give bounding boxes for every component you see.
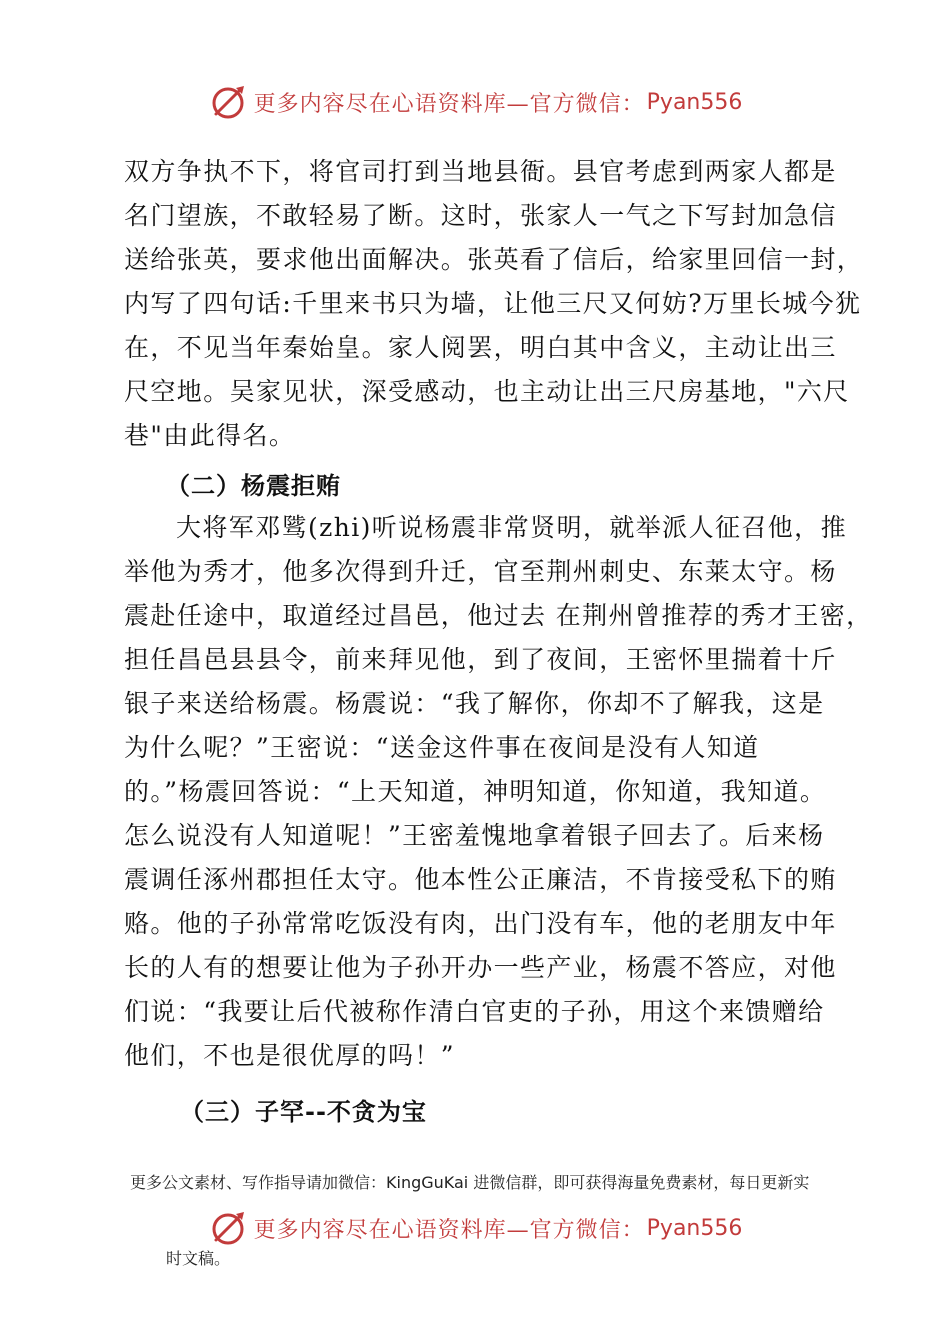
text-line: 双方争执不下，将官司打到当地县衙。县官考虑到两家人都是 (124, 157, 837, 186)
paragraph-yang-zhen (124, 506, 873, 1078)
footer-banner (0, 1206, 950, 1250)
text-line: 在，不见当年秦始皇。家人阅罢，明白其中含义，主动让出三 (124, 333, 837, 362)
banner-wechat-id: Pyan556 (646, 1215, 743, 1241)
text-line: 们说：“我要让后代被称作清白官吏的子孙，用这个来馈赠给 (124, 997, 825, 1026)
text-line: 的。”杨震回答说：“上天知道，神明知道，你知道，我知道。 (124, 777, 827, 806)
text-line: 担任昌邑县县令，前来拜见他，到了夜间，王密怀里揣着十斤 (124, 645, 837, 674)
header-banner (0, 80, 950, 124)
pen-logo-icon (208, 82, 248, 122)
text-line: 举他为秀才，他多次得到升迁，官至荆州刺史、东莱太守。杨 (124, 557, 837, 586)
text-line: 大将军邓骘(zhi)听说杨震非常贤明，就举派人征召他，推 (176, 513, 847, 542)
footer-note-line-2: 时文稿。 (166, 1249, 231, 1268)
banner-text: 更多内容尽在心语资料库—官方微信： (253, 1217, 645, 1243)
banner-wechat-id: Pyan556 (646, 89, 743, 115)
text-line: 长的人有的想要让他为子孙开办一些产业，杨震不答应，对他 (124, 953, 837, 982)
text-line: 怎么说没有人知道呢！”王密羞愧地拿着银子回去了。后来杨 (124, 821, 825, 850)
text-line: 震赴任途中，取道经过昌邑，他过去 在荆州曾推荐的秀才王密， (124, 601, 873, 630)
section-heading-zi-han: （三）子罕--不贪为宝 (180, 1098, 427, 1126)
banner-text: 更多内容尽在心语资料库—官方微信： (253, 91, 645, 117)
text-line: 内写了四句话:千里来书只为墙，让他三尺又何妨?万里长城今犹 (124, 289, 862, 318)
text-line: 震调任涿州郡担任太守。他本性公正廉洁，不肯接受私下的贿 (124, 865, 837, 894)
text-line: 为什么呢？”王密说：“送金这件事在夜间是没有人知道 (124, 733, 760, 762)
text-line: 送给张英，要求他出面解决。张英看了信后，给家里回信一封， (124, 245, 864, 274)
text-line: 巷"由此得名。 (124, 421, 296, 450)
section-heading-yang-zhen: （二）杨震拒贿 (166, 472, 341, 500)
text-line: 尺空地。吴家见状，深受感动，也主动让出三尺房基地，"六尺 (124, 377, 850, 406)
text-line: 银子来送给杨震。杨震说：“我了解你，你却不了解我，这是 (124, 689, 825, 718)
footer-note-line-1: 更多公文素材、写作指导请加微信：KingGuKai 进微信群，即可获得海量免费素材，每日更新实 (130, 1173, 810, 1192)
text-line: 名门望族，不敢轻易了断。这时，张家人一气之下写封加急信 (124, 201, 837, 230)
text-line: 他们，不也是很优厚的吗！” (124, 1041, 455, 1070)
text-line: 赂。他的子孙常常吃饭没有肉，出门没有车，他的老朋友中年 (124, 909, 837, 938)
pen-logo-icon (208, 1208, 248, 1248)
paragraph-six-foot-lane (124, 150, 864, 458)
